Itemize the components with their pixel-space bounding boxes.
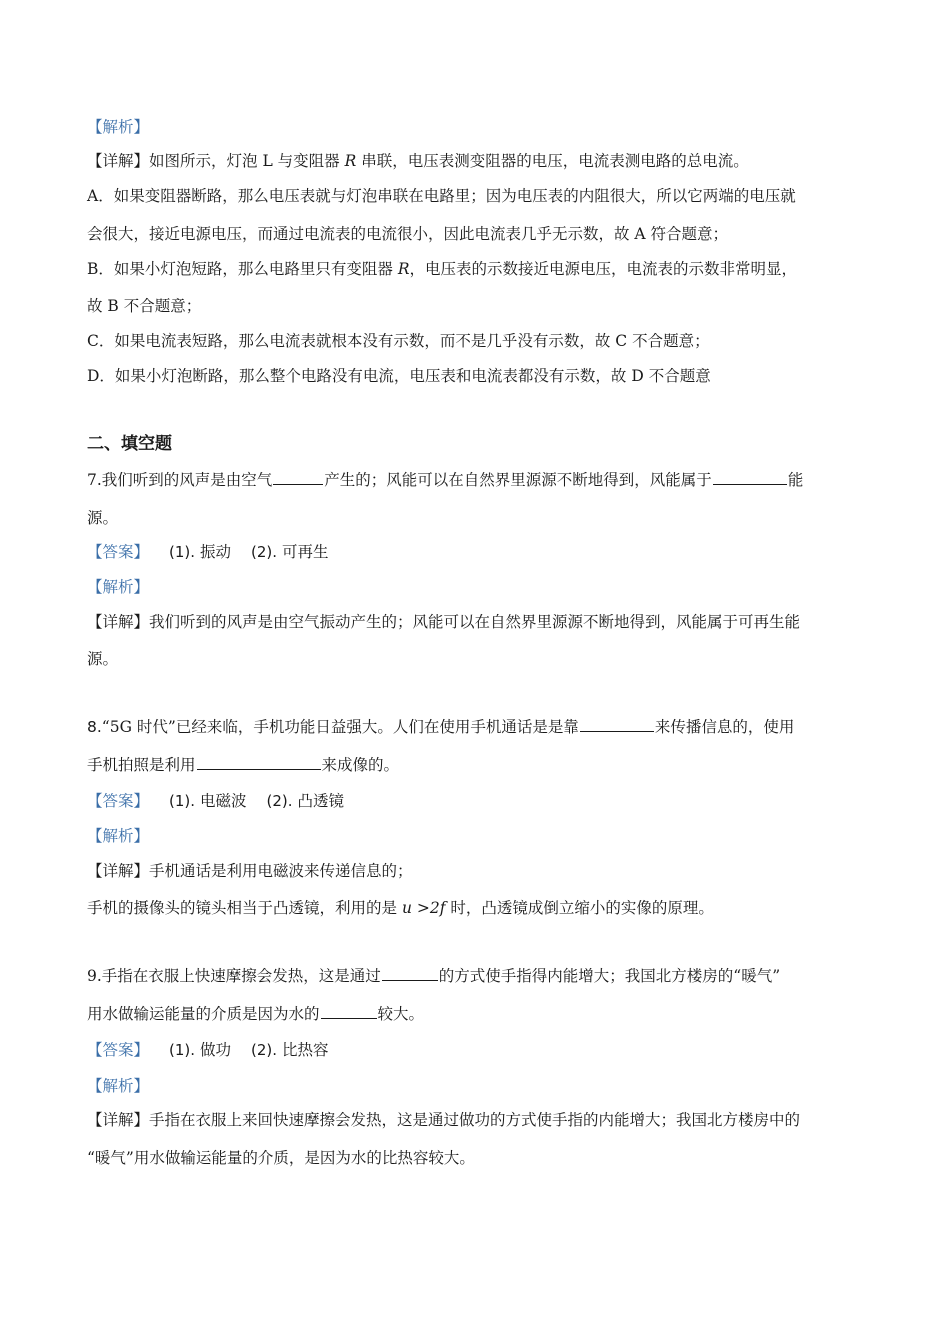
question-8-stem: 8.“5G 时代”已经来临，手机功能日益强大。人们在使用手机通话是是靠 来传播信息的，使用 [87, 718, 795, 736]
question-9-answer: 【答案】 (1). 做功 (2). 比热容 [87, 1041, 329, 1059]
option-c: C．如果电流表短路，那么电流表就根本没有示数，而不是几乎没有示数，故 C 不合题意； [87, 332, 710, 350]
question-9-stem: 9.手指在衣服上快速摩擦会发热，这是通过 的方式使手指得内能增大；我国北方楼房的“暖气” [87, 967, 781, 985]
answer-blank [580, 716, 654, 732]
detail-tag: 【详解】 [87, 862, 150, 880]
option-a-line-2: 会很大，接近电源电压，而通过电流表的电流很小，因此电流表几乎无示数，故 A 符合题意； [87, 225, 729, 243]
formula: u >2f [401, 899, 446, 917]
detail-paragraph: 【详解】我们听到的风声是由空气振动产生的；风能可以在自然界里源源不断地得到，风能属于可再生能 [87, 613, 801, 631]
question-8-answer: 【答案】 (1). 电磁波 (2). 凸透镜 [87, 792, 344, 810]
analysis-tag: 【解析】 [87, 1077, 150, 1095]
section-title: 二、填空题 [87, 434, 172, 454]
answer-tag: 【答案】 [87, 792, 150, 810]
answer-blank [382, 965, 438, 981]
question-7-answer: 【答案】 (1). 振动 (2). 可再生 [87, 543, 329, 561]
option-d: D．如果小灯泡断路，那么整个电路没有电流，电压表和电流表都没有示数，故 D 不合题意 [87, 367, 711, 385]
answer-tag: 【答案】 [87, 543, 150, 561]
analysis-tag: 【解析】 [87, 827, 150, 845]
detail-tag: 【详解】 [87, 1111, 150, 1129]
detail-paragraph-cont: “暖气”用水做输运能量的介质，是因为水的比热容较大。 [87, 1149, 475, 1167]
answer-tag: 【答案】 [87, 1041, 150, 1059]
detail-paragraph: 【详解】如图所示，灯泡 L 与变阻器 R 串联，电压表测变阻器的电压，电流表测电路的总电流。 [87, 152, 749, 170]
detail-paragraph: 【详解】手指在衣服上来回快速摩擦会发热，这是通过做功的方式使手指的内能增大；我国北方楼房中的 [87, 1111, 801, 1129]
option-a-line-1: A．如果变阻器断路，那么电压表就与灯泡串联在电路里；因为电压表的内阻很大，所以它两端的电压就 [87, 187, 796, 205]
answer-blank [273, 469, 323, 485]
question-7-stem: 7.我们听到的风声是由空气 产生的；风能可以在自然界里源源不断地得到，风能属于 能 [87, 471, 804, 489]
answer-blank [713, 469, 787, 485]
answer-blank [321, 1003, 377, 1019]
detail-paragraph: 【详解】手机通话是利用电磁波来传递信息的； [87, 862, 413, 880]
detail-paragraph-cont: 手机的摄像头的镜头相当于凸透镜，利用的是 u >2f 时，凸透镜成倒立缩小的实像的原理。 [87, 899, 714, 917]
answer-blank [197, 754, 321, 770]
analysis-tag: 【解析】 [87, 118, 150, 136]
question-7-stem-cont: 源。 [87, 509, 119, 527]
analysis-tag: 【解析】 [87, 578, 150, 596]
option-b-line-1: B．如果小灯泡短路，那么电路里只有变阻器 R，电压表的示数接近电源电压，电流表的示数非常明显， [87, 260, 798, 278]
question-8-stem-cont: 手机拍照是利用 来成像的。 [87, 756, 400, 774]
detail-tag: 【详解】 [87, 152, 150, 170]
question-9-stem-cont: 用水做输运能量的介质是因为水的 较大。 [87, 1005, 425, 1023]
option-b-line-2: 故 B 不合题意； [87, 297, 202, 315]
detail-tag: 【详解】 [87, 613, 150, 631]
detail-paragraph-cont: 源。 [87, 650, 119, 668]
